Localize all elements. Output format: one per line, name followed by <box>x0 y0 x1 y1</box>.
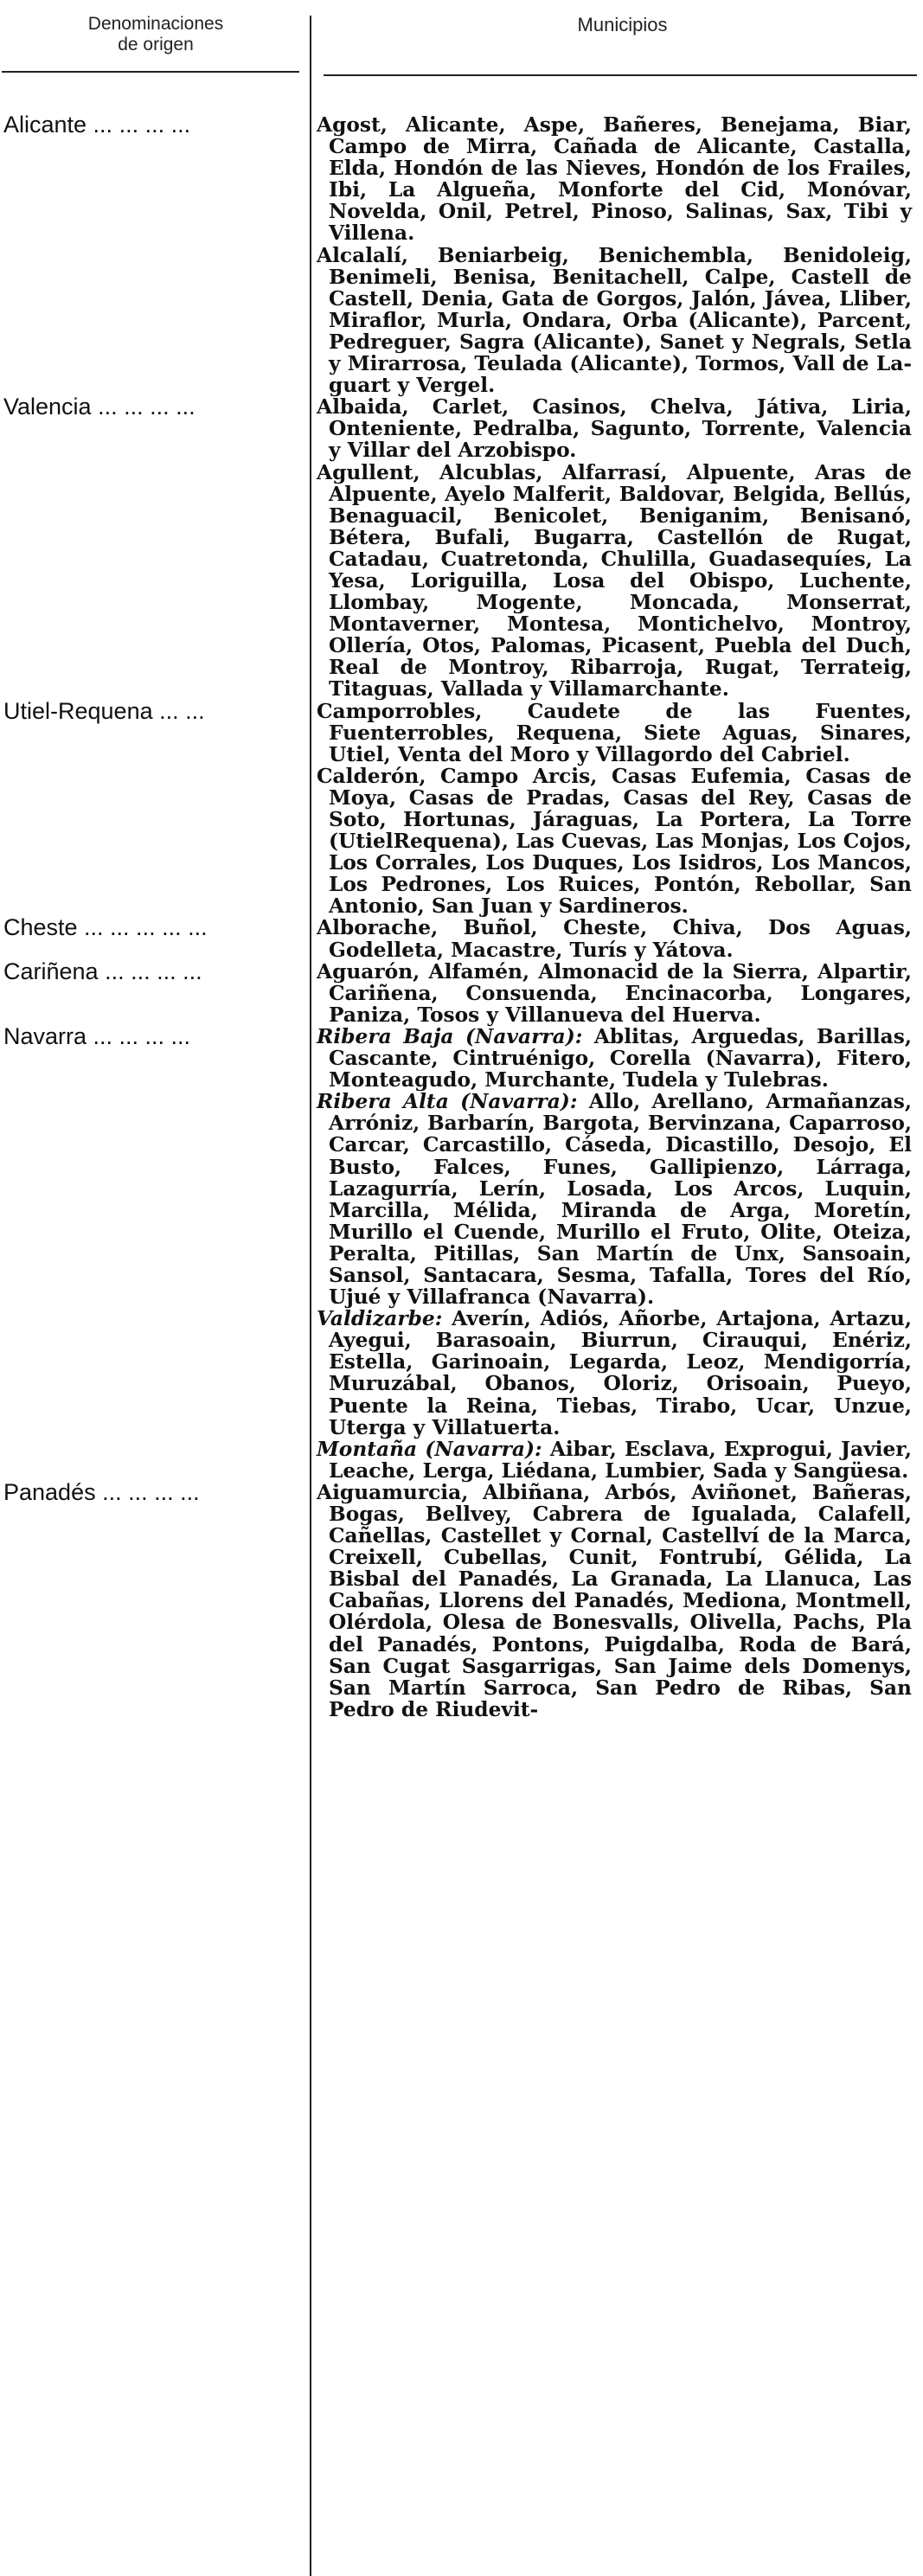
origin-table <box>0 114 923 1721</box>
table-header <box>0 0 923 87</box>
municipios-paragraph <box>317 245 922 397</box>
municipios-list: Aiguamurcia, Albiñana, Arbós, Aviñonet, Bañeras, Bogas, Bellvey, Cabrera de Igualada, Calafell, Cañellas, Castellet y Cornal, Castellví de la Marca, Creixell, Cubellas, Cunit, Fontrubí, Gélida, La Bisbal del Panadés, La Granada, La Llanuca, Las Cabañas, Llorens del Panadés, Mediona, Montmell, Olérdola, Olesa de Bonesvalls, Olivella, Pachs, Pla del Panadés, Pontons, Puigdalba, Roda de Bará, San Cugat Sasgarrigas, San Jaime dels Domenys, San Martín Sarroca, San Pedro de Ribas, San Pedro de Riudevit- <box>317 1480 912 1721</box>
denominacion-name: Valencia ... ... ... ... <box>3 396 195 420</box>
municipios-cell <box>317 917 922 960</box>
municipios-paragraph <box>317 766 922 918</box>
municipios-cell <box>317 961 922 1026</box>
denominaciones-header <box>0 14 311 55</box>
table-row <box>0 114 923 396</box>
denominacion-name: Utiel-Requena ... ... <box>3 700 205 724</box>
table-row <box>0 961 923 1026</box>
denominaciones-header-line2: de origen <box>118 35 194 54</box>
municipios-list: Camporrobles, Caudete de las Fuentes, Fuenterrobles, Requena, Siete Aguas, Sinares, Utiel, Venta del Moro y Villagordo del Cabriel. <box>317 699 912 766</box>
municipios-list: Albaida, Carlet, Casinos, Chelva, Játiva, Liria, Onteniente, Pedralba, Sagunto, Torrente, Valencia y Villar del Arzobispo. <box>317 395 912 463</box>
table-row <box>0 701 923 918</box>
municipios-list: Averín, Adiós, Añorbe, Artajona, Artazu, Ayegui, Barasoain, Biurrun, Cirauqui, Enériz, Estella, Garinoain, Legarda, Leoz, Mendigorría, Muruzábal, Obanos, Oloriz, Orisoain, Pueyo, Puente la Reina, Tiebas, Tirabo, Ucar, Unzue, Uterga y Villatuerta. <box>329 1307 912 1439</box>
table-row <box>0 1482 923 1721</box>
municipios-paragraph <box>317 1308 922 1439</box>
denominacion-name: Cheste ... ... ... ... ... <box>3 917 208 941</box>
header-rule-right <box>324 74 917 76</box>
municipios-paragraph <box>317 1439 922 1482</box>
region-label: Montaña (Navarra): <box>317 1437 542 1461</box>
municipios-cell <box>317 701 922 918</box>
municipios-paragraph <box>317 1091 922 1308</box>
municipios-paragraph <box>317 396 922 461</box>
municipios-list: Alborache, Buñol, Cheste, Chiva, Dos Aguas, Godelleta, Macastre, Turís y Yátova. <box>317 916 912 962</box>
municipios-cell <box>317 396 922 700</box>
municipios-list: Calderón, Campo Arcis, Casas Eufemia, Casas de Moya, Casas de Pradas, Casas del Rey, Casas de Soto, Hortunas, Járaguas, La Portera, La Torre (UtielRequena), Las Cuevas, Las Monjas, Los Cojos, Los Corrales, Los Duques, Los Isidros, Los Mancos, Los Pedrones, Los Ruices, Pontón, Rebollar, San Antonio, San Juan y Sardineros. <box>317 764 912 919</box>
municipios-paragraph <box>317 917 922 960</box>
municipios-list: Agullent, Alcublas, Alfarrasí, Alpuente, Aras de Alpuente, Ayelo Malferit, Baldovar, Belgida, Bellús, Benaguacil, Benicolet, Beniganim, Benisanó, Bétera, Bufali, Bugarra, Castellón de Rugat, Catadau, Cuatretonda, Chulilla, Guadasequíes, La Yesa, Loriguilla, Losa del Obispo, Luchente, Llombay, Mogente, Moncada, Monserrat, Montaverner, Montesa, Montichelvo, Montroy, Ollería, Otos, Palomas, Picasent, Puebla del Duch, Real de Montroy, Ribarroja, Rugat, Terrateig, Titaguas, Vallada y Villamarchante. <box>317 460 912 702</box>
table-row <box>0 396 923 700</box>
municipios-paragraph <box>317 701 922 766</box>
table-row <box>0 1026 923 1482</box>
municipios-list: Aguarón, Alfamén, Almonacid de la Sierra, Alpartir, Cariñena, Consuenda, Encinacorba, Longares, Paniza, Tosos y Villanueva del Huerva. <box>317 959 912 1027</box>
denominacion-name: Cariñena ... ... ... ... <box>3 960 202 984</box>
municipios-cell <box>317 1026 922 1482</box>
municipios-list: Aibar, Esclava, Exprogui, Javier, Leache, Lerga, Liédana, Lumbier, Sada y Sangüesa. <box>329 1437 912 1483</box>
municipios-list: Agost, Alicante, Aspe, Bañeres, Benejama, Biar, Campo de Mirra, Cañada de Alicante, Castalla, Elda, Hondón de las Nieves, Hondón de los Frailes, Ibi, La Algueña, Monforte del Cid, Monóvar, Novelda, Onil, Petrel, Pinoso, Salinas, Sax, Tibi y Villena. <box>317 113 912 246</box>
municipios-paragraph <box>317 1482 922 1721</box>
municipios-cell <box>317 1482 922 1721</box>
denominacion-name: Alicante ... ... ... ... <box>3 114 191 138</box>
denominacion-name: Navarra ... ... ... ... <box>3 1025 191 1049</box>
municipios-header: Municipios <box>577 14 668 35</box>
municipios-paragraph <box>317 462 922 701</box>
municipios-paragraph <box>317 961 922 1026</box>
denominacion-name: Panadés ... ... ... ... <box>3 1481 200 1505</box>
region-label: Ribera Baja (Navarra): <box>317 1024 583 1048</box>
region-label: Ribera Alta (Navarra): <box>317 1090 578 1114</box>
municipios-list: Ablitas, Arguedas, Barillas, Cascante, Cintruénigo, Corella (Navarra), Fitero, Monteagudo, Murchante, Tudela y Tulebras. <box>329 1024 912 1093</box>
region-label: Valdizarbe: <box>317 1307 443 1331</box>
municipios-paragraph <box>317 114 922 245</box>
table-row <box>0 917 923 960</box>
denominaciones-header-line1: Denominaciones <box>87 14 224 34</box>
municipios-list: Allo, Arellano, Armañanzas, Arróniz, Barbarín, Bargota, Bervinzana, Caparroso, Carcar, Carcastillo, Cáseda, Dicastillo, Desojo, El Busto, Falces, Funes, Gallipienzo, Lárraga, Lazagurría, Lerín, Losada, Los Arcos, Luquin, Marcilla, Mélida, Miranda de Arga, Moretín, Murillo el Cuende, Murillo el Fruto, Olite, Oteiza, Peralta, Pitillas, San Martín de Unx, Sansoain, Sansol, Santacara, Sesma, Tafalla, Tores del Río, Ujué y Villafranca (Navarra). <box>329 1090 912 1310</box>
municipios-paragraph <box>317 1026 922 1091</box>
header-rule-left <box>2 71 299 73</box>
municipios-list: Alcalalí, Beniarbeig, Benichembla, Benidoleig, Benimeli, Benisa, Benitachell, Calpe, Castell de Castell, Denia, Gata de Gorgos, Jalón, Jávea, Lliber, Miraflor, Murla, Ondara, Orba (Alicante), Parcent, Pedreguer, Sagra (Alicante), Sanet y Negrals, Setla y Mirarrosa, Teulada (Alicante), Tormos, Vall de Laguart y Vergel. <box>317 243 912 398</box>
municipios-cell <box>317 114 922 396</box>
